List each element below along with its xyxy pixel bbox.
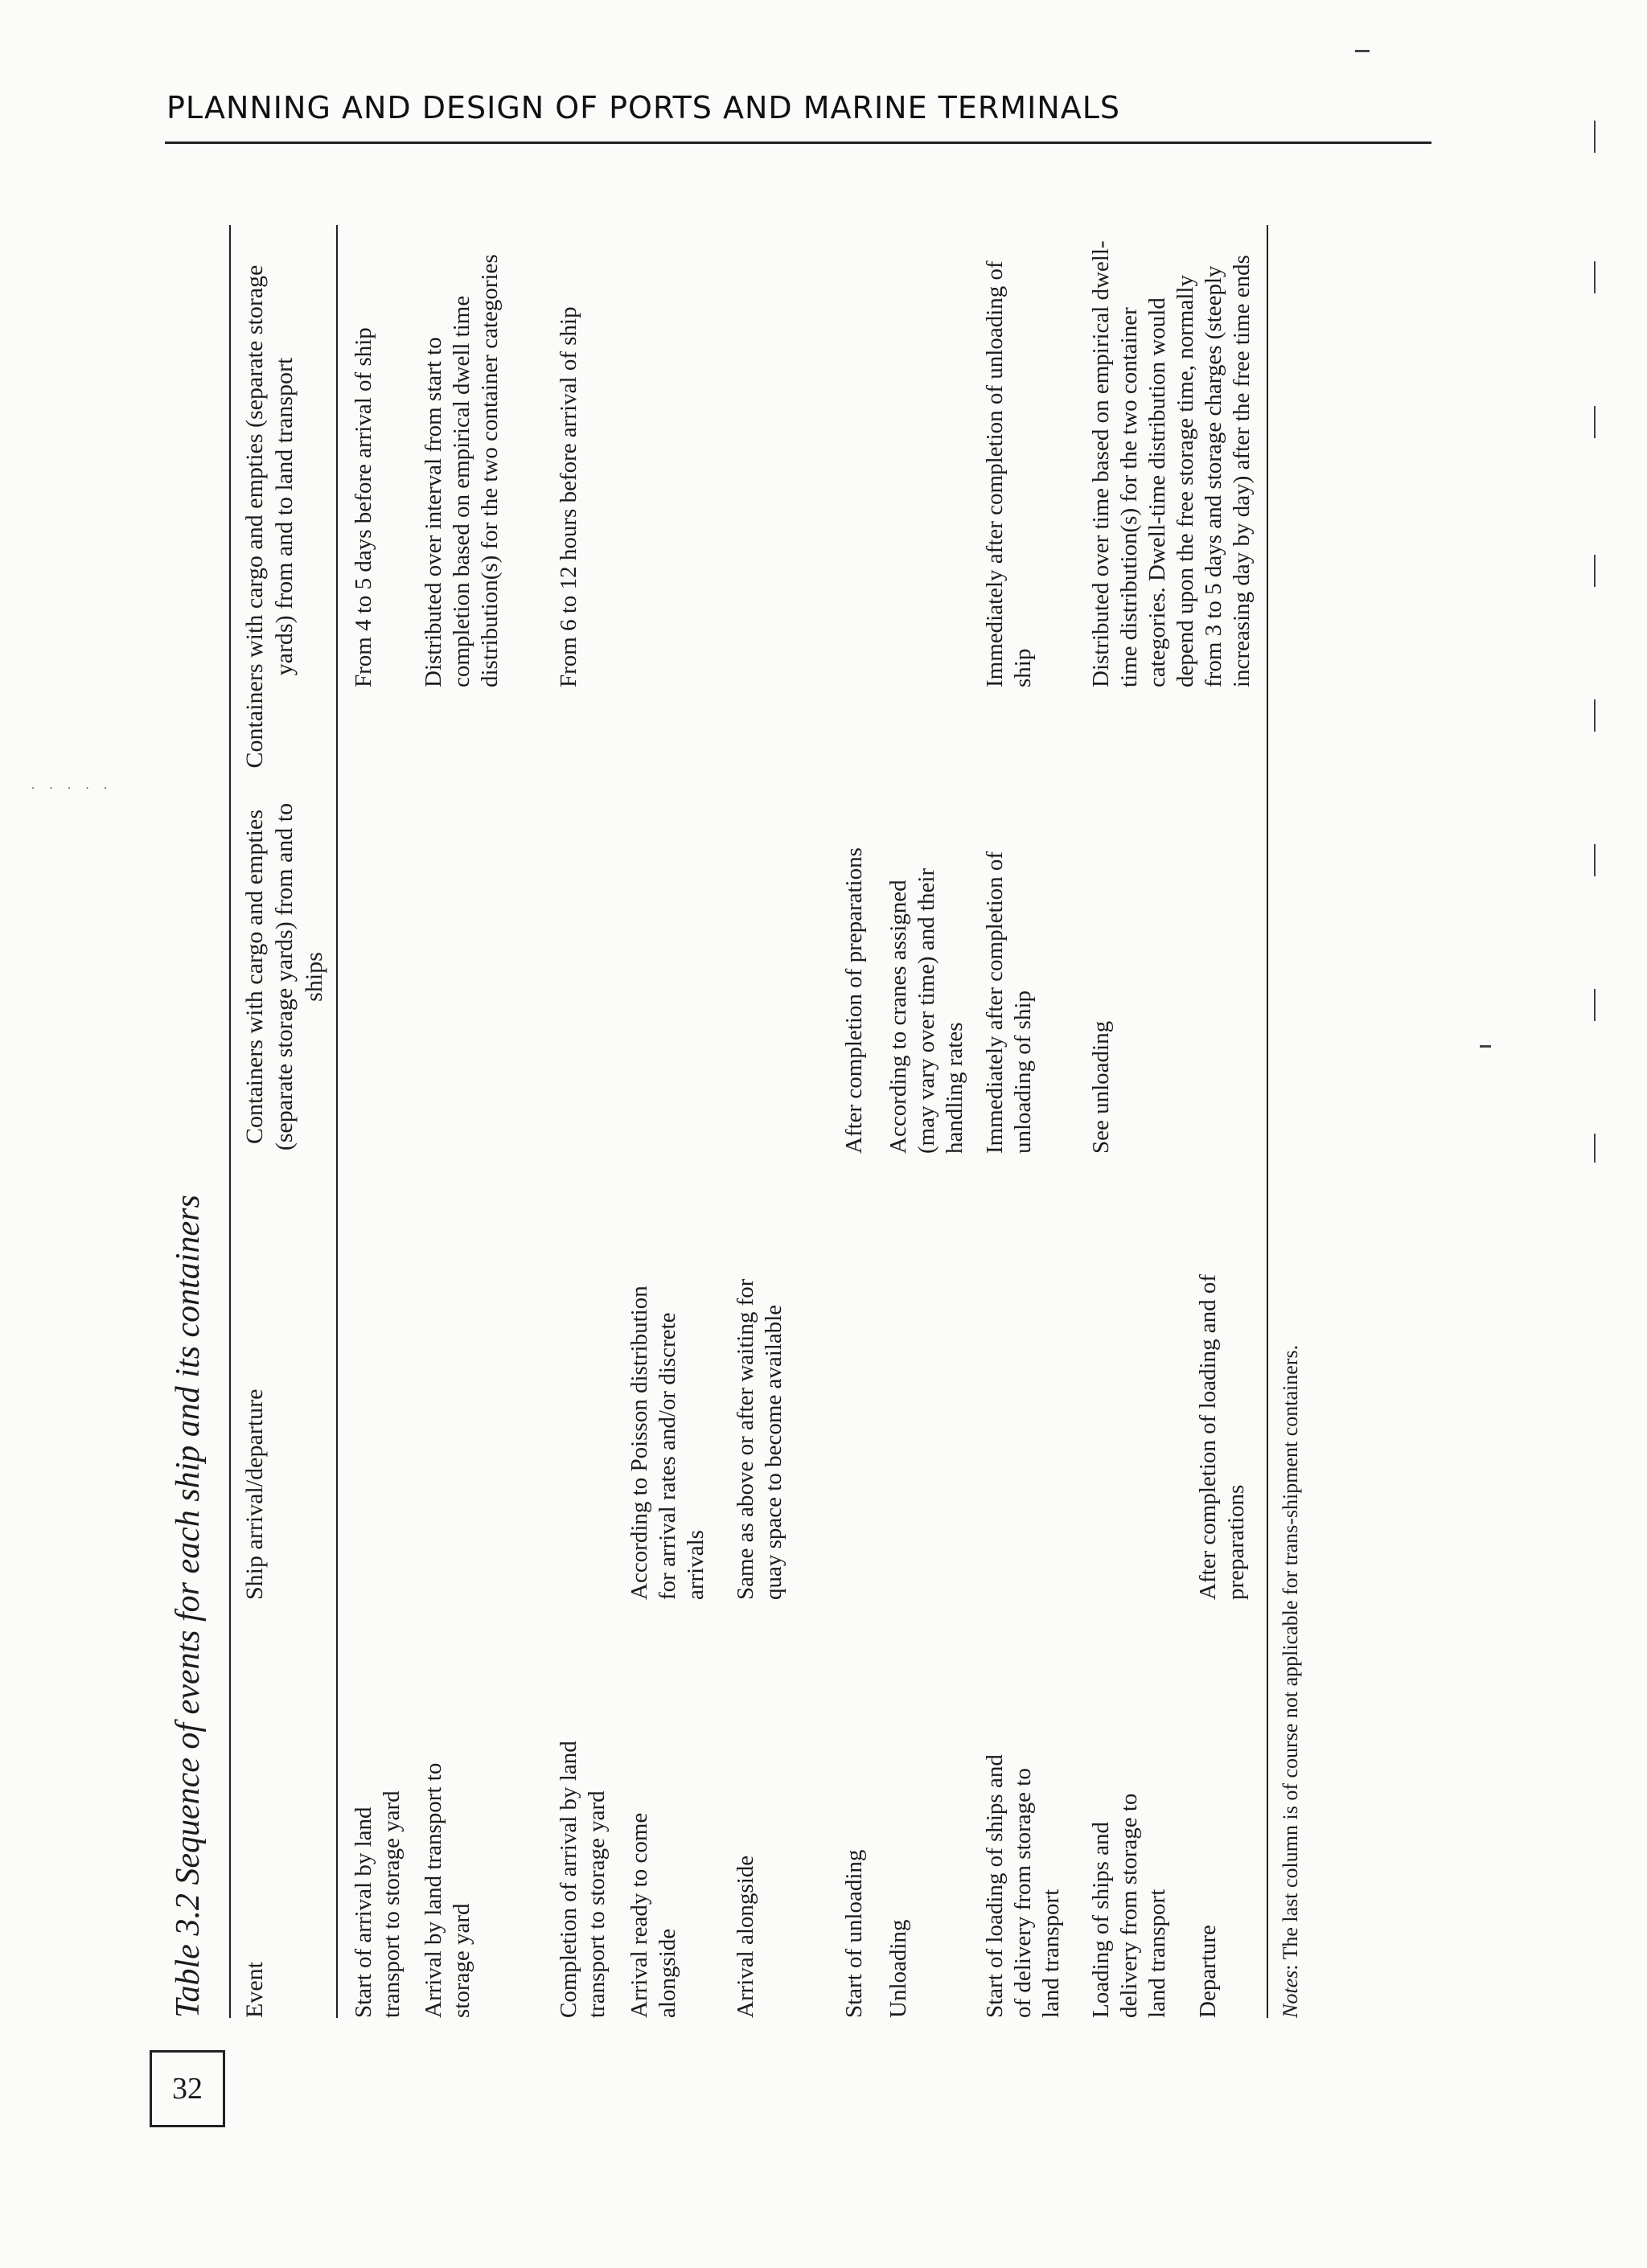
row-event: Unloading	[885, 1919, 911, 2018]
scan-mark	[1355, 50, 1370, 52]
row-containers-land: Immediately after completion of unloading of ship	[982, 260, 1036, 687]
row-containers-land: Distributed over interval from start to completion based on empirical dwell time distribution(s) for the two container categories	[421, 254, 503, 687]
row-event: Start of unloading	[841, 1849, 867, 2018]
header-event: Event	[241, 1962, 268, 2018]
margin-mark	[1594, 1134, 1596, 1163]
header-rule	[336, 225, 338, 2018]
table-top-rule	[229, 225, 231, 2018]
margin-mark	[1594, 699, 1596, 732]
row-ship: Same as above or after waiting for quay space to become available	[733, 1278, 787, 1600]
row-event: Start of arrival by land transport to storage yard	[351, 1790, 405, 2018]
row-event: Completion of arrival by land transport to storage yard	[556, 1741, 610, 2018]
row-containers-ships: See unloading	[1088, 1020, 1114, 1154]
table-bottom-rule	[1267, 225, 1268, 2018]
margin-mark	[1594, 989, 1596, 1021]
page-number: 32	[172, 2072, 203, 2106]
scan-mark	[1480, 1045, 1491, 1048]
row-containers-land: Distributed over time based on empirical dwell-time distribution(s) for the two container categories. Dwell-time distribution would depend upon the free storage time, normally from 3 to 5 days and storage charges (steeply increasing day by day) after the free time ends	[1088, 240, 1255, 687]
page-number-box	[150, 2050, 225, 2127]
row-containers-land: From 6 to 12 hours before arrival of ship	[556, 306, 581, 687]
table-caption: Table 3.2 Sequence of events for each ship and its containers	[170, 1195, 207, 2018]
margin-mark	[1594, 844, 1596, 876]
header-containers-land: Containers with cargo and empties (separate storage yards) from and to land transport	[241, 265, 298, 769]
row-containers-land: From 4 to 5 days before arrival of ship	[351, 327, 376, 687]
scan-dots: · · · · ·	[31, 780, 113, 796]
row-containers-ships: Immediately after completion of unloading of ship	[982, 851, 1036, 1154]
row-containers-ships: After completion of preparations	[841, 847, 867, 1154]
margin-mark	[1594, 555, 1596, 587]
row-event: Arrival alongside	[733, 1855, 758, 2018]
margin-mark	[1594, 406, 1596, 438]
notes-text: : The last column is of course not applicable for trans-shipment containers.	[1279, 1344, 1302, 1971]
row-event: Departure	[1195, 1925, 1221, 2018]
margin-mark	[1594, 121, 1596, 153]
notes-label: Notes	[1279, 1970, 1302, 2018]
running-head: PLANNING AND DESIGN OF PORTS AND MARINE TERMINALS	[166, 90, 1120, 125]
row-event: Arrival by land transport to storage yard	[421, 1762, 474, 2018]
row-event: Loading of ships and delivery from storage to land transport	[1088, 1793, 1170, 2018]
row-ship: According to Poisson distribution for arrival rates and/or discrete arrivals	[626, 1286, 708, 1600]
header-containers-ships: Containers with cargo and empties (separate storage yards) from and to ships	[241, 802, 327, 1151]
row-event: Arrival ready to come alongside	[626, 1812, 680, 2018]
row-containers-ships: According to cranes assigned (may vary over time) and their handling rates	[885, 867, 967, 1154]
row-event: Start of loading of ships and of delivery from storage to land transport	[982, 1754, 1064, 2018]
rotated-table	[169, 105, 1423, 2018]
margin-mark	[1594, 261, 1596, 293]
table-notes	[1279, 1345, 1303, 2018]
header-ship: Ship arrival/departure	[241, 1388, 268, 1600]
row-ship: After completion of loading and of preparations	[1195, 1273, 1249, 1600]
